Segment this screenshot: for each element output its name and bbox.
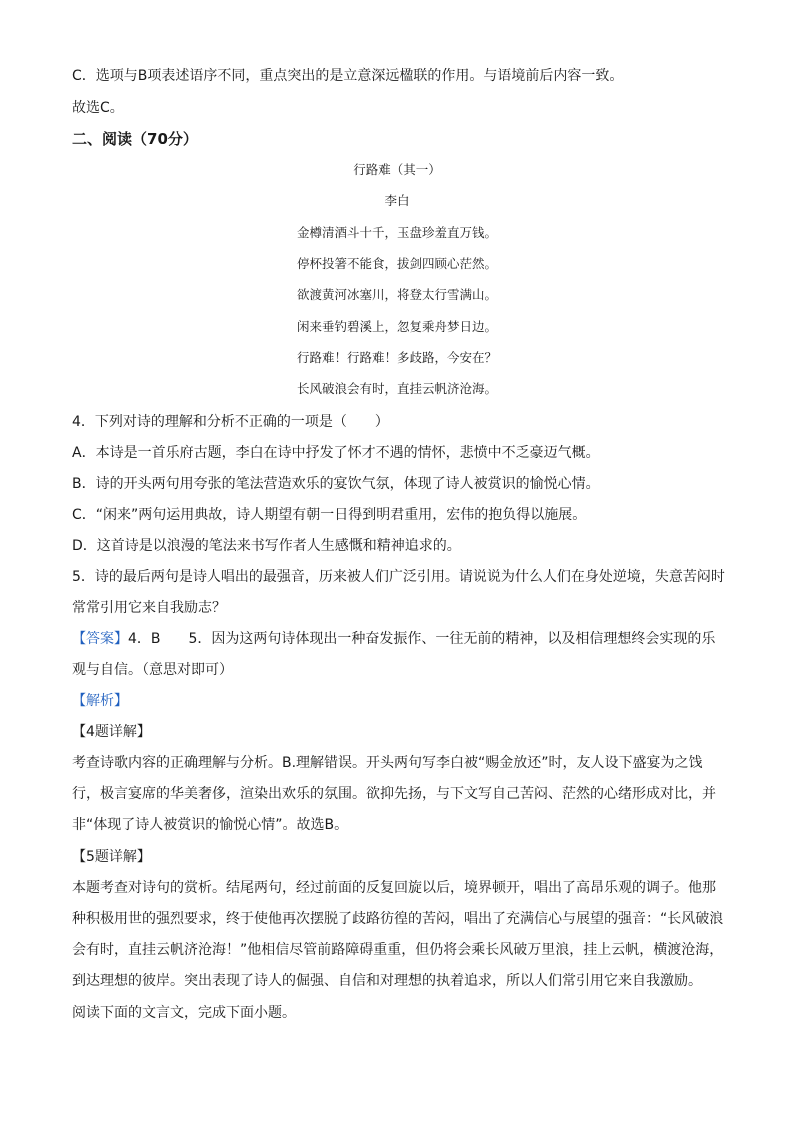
answer-tag: 【答案】 [72,631,128,647]
q4-detail-heading: 【4题详解】 [72,724,151,740]
poem-line: 停杯投箸不能食，拔剑四顾心茫然。 [296,256,497,271]
q4-option-c: C．“闲来”两句运用典故，诗人期望有朝一日得到明君重用，宏伟的抱负得以施展。 [72,507,587,523]
analysis-tag: 【解析】 [72,693,128,709]
q4-option-b: B．诗的开头两句用夸张的笔法营造欢乐的宴饮气氛，体现了诗人被赏识的愉悦心情。 [72,476,600,492]
section-heading: 二、阅读（70分） [72,130,198,148]
prev-conclusion: 故选C。 [72,100,124,116]
poem-line: 欲渡黄河冰塞川，将登太行雪满山。 [296,287,497,302]
q4-option-a: A．本诗是一首乐府古题，李白在诗中抒发了怀才不遇的情怀，悲愤中不乏豪迈气概。 [72,445,600,461]
q5-detail-heading: 【5题详解】 [72,849,151,865]
poem-title: 行路难（其一） [353,162,441,177]
q4-stem: 4．下列对诗的理解和分析不正确的一项是（ ） [72,414,389,430]
answer-text: 4．B 5．因为这两句诗体现出一种奋发振作、一往无前的精神，以及相信理想终会实现的乐观与自信。（意思对即可） [72,631,716,678]
prev-option-c: C．选项与B项表述语序不同，重点突出的是立意深远楹联的作用。与语境前后内容一致。 [72,68,624,84]
poem-line: 行路难！行路难！多歧路，今安在？ [296,350,497,365]
poem-author: 李白 [384,193,410,208]
answer-block [72,624,727,686]
poem-line: 金樽清酒斗十千，玉盘珍羞直万钱。 [296,225,497,240]
q4-detail-text: 考查诗歌内容的正确理解与分析。B.理解错误。开头两句写李白被“赐金放还”时，友人设下盛宴为之饯行，极言宴席的华美奢侈，渲染出欢乐的氛围。欲抑先扬，与下文写自己苦闷、茫然的心绪形成对比，并非“体现了诗人被赏识的愉悦心情”。故选B。 [72,755,716,833]
poem-line: 闲来垂钓碧溪上，忽复乘舟梦日边。 [296,319,497,334]
poem-line: 长风破浪会有时，直挂云帆济沧海。 [296,381,497,396]
q5-stem: 5．诗的最后两句是诗人唱出的最强音，历来被人们广泛引用。请说说为什么人们在身处逆境，失意苦闷时常常引用它来自我励志？ [72,569,725,616]
q4-option-d: D．这首诗是以浪漫的笔法来书写作者人生感慨和精神追求的。 [72,538,461,554]
next-instruction: 阅读下面的文言文，完成下面小题。 [72,1005,296,1021]
q5-detail-text: 本题考查对诗句的赏析。结尾两句，经过前面的反复回旋以后，境界顿开，唱出了高昂乐观的调子。他那种积极用世的强烈要求，终于使他再次摆脱了歧路彷徨的苦闷，唱出了充满信心与展望的强音：“长风破浪会有时，直挂云帆济沧海！”他相信尽管前路障碍重重，但仍将会乘长风破万里浪，挂上云帆，横渡沧海，到达理想的彼岸。突出表现了诗人的倔强、自信和对理想的执着追求，所以人们常引用它来自我激励。 [72,880,724,989]
